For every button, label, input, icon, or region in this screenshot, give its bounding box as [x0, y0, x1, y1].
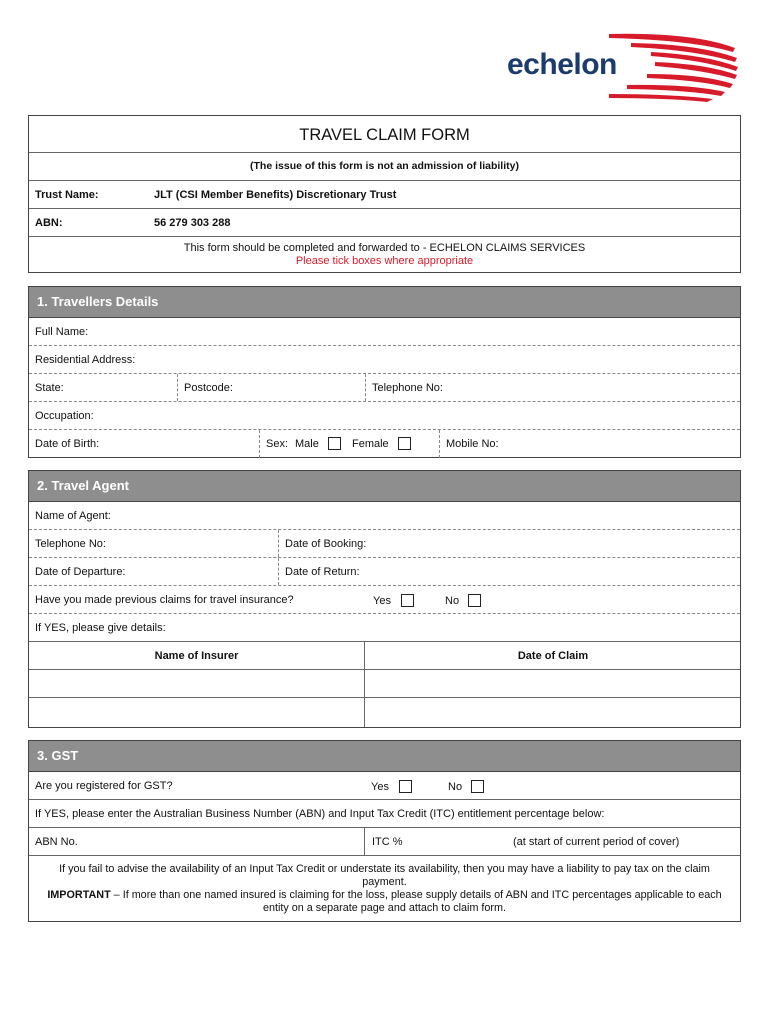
claims-table-row[interactable] — [29, 698, 740, 727]
dob-sex-row — [29, 430, 740, 458]
abn-row — [29, 209, 740, 237]
logo-wordmark: echelon — [507, 48, 617, 81]
full-name-field[interactable] — [29, 318, 740, 346]
sex-label: Sex: — [266, 438, 289, 450]
abn-value: 56 279 303 288 — [154, 217, 231, 229]
agent-name-label: Name of Agent: — [35, 510, 111, 522]
gst-if-yes-text: If YES, please enter the Australian Business Number (ABN) and Input Tax Credit (ITC) entitlement percentage below: — [35, 808, 605, 820]
col-date: Date of Claim — [517, 650, 589, 662]
important-label: IMPORTANT — [47, 889, 111, 901]
claims-table-header — [29, 642, 740, 670]
gst-important — [41, 889, 728, 915]
female-checkbox[interactable] — [398, 437, 411, 450]
section-travellers — [28, 286, 741, 458]
col-insurer: Name of Insurer — [154, 650, 239, 662]
gst-registered-row — [29, 772, 740, 800]
gst-warning: If you fail to advise the availability of an Input Tax Credit or understate its availability, then you may have a liability to pay tax on the claim payment. — [59, 863, 710, 888]
abn-no-label: ABN No. — [35, 836, 78, 848]
booking-date-label: Date of Booking: — [285, 538, 367, 550]
echelon-logo — [507, 30, 742, 102]
dob-label: Date of Birth: — [35, 438, 100, 450]
gst-yes-label: Yes — [371, 781, 389, 793]
occupation-label: Occupation: — [35, 410, 94, 422]
female-label: Female — [352, 438, 389, 450]
gst-yes-checkbox[interactable] — [399, 780, 412, 793]
return-label: Date of Return: — [285, 566, 360, 578]
male-label: Male — [295, 438, 319, 450]
gst-notice — [29, 856, 740, 915]
previous-claims-label: Have you made previous claims for travel insurance? — [35, 594, 294, 606]
form-title: TRAVEL CLAIM FORM — [29, 116, 740, 153]
claims-table-row[interactable] — [29, 670, 740, 698]
full-name-label: Full Name: — [35, 326, 89, 338]
address-field[interactable] — [29, 346, 740, 374]
previous-yes-label: Yes — [373, 595, 391, 607]
abn-itc-row — [29, 828, 740, 856]
details-row — [29, 614, 740, 642]
details-label: If YES, please give details: — [35, 622, 166, 634]
instruction-text: This form should be completed and forwarded to - ECHELON CLAIMS SERVICES — [183, 242, 586, 254]
tick-note: Please tick boxes where appropriate — [295, 255, 474, 267]
gst-no-label: No — [448, 781, 463, 793]
previous-claims-row — [29, 586, 740, 614]
state-postcode-row — [29, 374, 740, 402]
abn-label: ABN: — [35, 217, 63, 229]
logo-swoosh-icon — [603, 30, 743, 102]
address-label: Residential Address: — [35, 354, 136, 366]
gst-registered-label: Are you registered for GST? — [35, 780, 173, 792]
agent-name-field[interactable] — [29, 502, 740, 530]
telephone-label: Telephone No: — [372, 382, 443, 394]
section-gst — [28, 740, 741, 922]
previous-no-checkbox[interactable] — [468, 594, 481, 607]
previous-no-label: No — [445, 595, 460, 607]
agent-telephone-label: Telephone No: — [35, 538, 106, 550]
trust-value: JLT (CSI Member Benefits) Discretionary Trust — [154, 189, 397, 201]
trust-label: Trust Name: — [35, 189, 99, 201]
departure-label: Date of Departure: — [35, 566, 126, 578]
postcode-label: Postcode: — [184, 382, 233, 394]
previous-yes-checkbox[interactable] — [401, 594, 414, 607]
section-1-heading: 1. Travellers Details — [29, 287, 740, 318]
departure-return-row — [29, 558, 740, 586]
itc-label: ITC % — [372, 836, 403, 848]
state-label: State: — [35, 382, 64, 394]
header-box — [28, 115, 741, 273]
important-text: – If more than one named insured is claiming for the loss, please supply details of ABN and ITC percentages applicable to each entity on a separate page and attach to claim form. — [110, 889, 722, 914]
section-travel-agent — [28, 470, 741, 728]
disclaimer: (The issue of this form is not an admission of liability) — [29, 153, 740, 181]
trust-row — [29, 181, 740, 209]
agent-phone-booking-row — [29, 530, 740, 558]
mobile-label: Mobile No: — [446, 438, 499, 450]
gst-if-yes-row — [29, 800, 740, 828]
occupation-field[interactable] — [29, 402, 740, 430]
section-2-heading: 2. Travel Agent — [29, 471, 740, 502]
section-3-heading: 3. GST — [29, 741, 740, 772]
male-checkbox[interactable] — [328, 437, 341, 450]
gst-no-checkbox[interactable] — [471, 780, 484, 793]
cover-note: (at start of current period of cover) — [513, 836, 680, 848]
